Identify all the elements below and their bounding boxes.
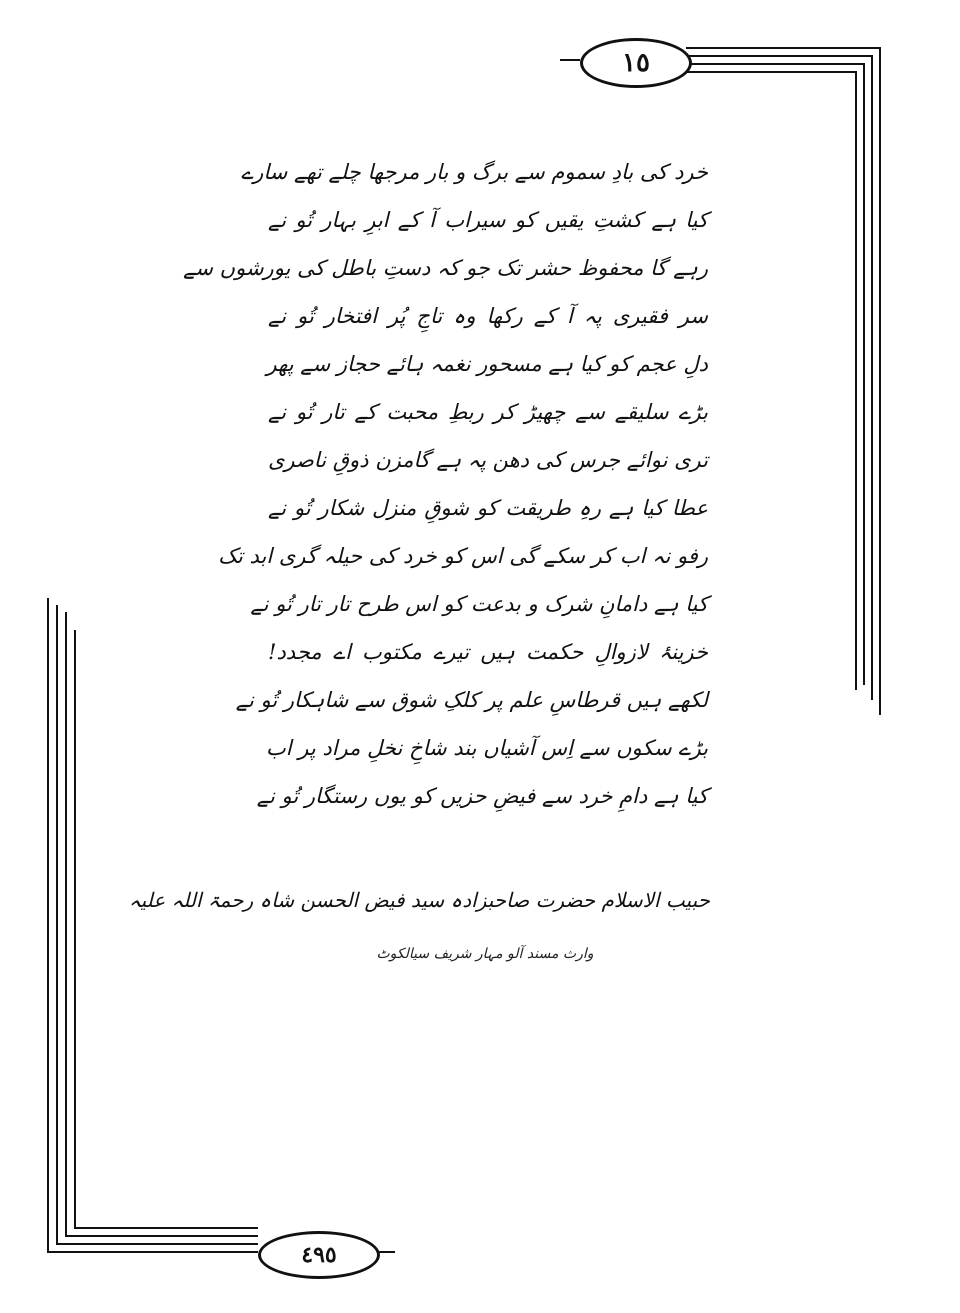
bottom-page-number-badge xyxy=(258,1231,380,1279)
poem-line: سر فقیری پہ آ کے رکھا وہ تاجِ پُر افتخار تُو نے xyxy=(268,304,708,328)
poem-line: کیا ہے کشتِ یقیں کو سیراب آ کے ابرِ بہار تُو نے xyxy=(268,208,708,232)
poem-line: خزینۂ لازوالِ حکمت ہیں تیرے مکتوب اے مجدد! xyxy=(268,640,708,664)
bottom-left-border-line-inner xyxy=(66,612,258,1236)
poem-line: بڑے سکوں سے اِس آشیاں بند شاخِ نخلِ مراد پر اب xyxy=(265,736,708,760)
poem-line: دلِ عجم کو کیا ہے مسحور نغمہ ہائے حجاز سے پھر xyxy=(266,352,708,376)
poem-line: رفو نہ اب کر سکے گی اس کو خرد کی حیلہ گری ابد تک xyxy=(218,544,708,568)
top-right-border-line-inner xyxy=(686,64,864,685)
poem-line: کیا ہے دامانِ شرک و بدعت کو اس طرح تار تار تُو نے xyxy=(250,592,708,616)
poem-line: رہے گا محفوظ حشر تک جو کہ دستِ باطل کی یورشوں سے xyxy=(183,256,708,280)
top-page-number-badge xyxy=(580,38,692,88)
poem-line: عطا کیا ہے رہِ طریقت کو شوقِ منزل شکار تُو نے xyxy=(268,496,708,520)
poem-line: بڑے سلیقے سے چھیڑ کر ربطِ محبت کے تار تُو نے xyxy=(268,400,708,424)
top-right-border-line-middle xyxy=(686,56,872,700)
top-right-border-line-outer xyxy=(686,48,880,715)
poem-line: لکھے ہیں قرطاسِ علم پر کلکِ شوق سے شاہکار تُو نے xyxy=(235,688,708,712)
bottom-left-border-line-outer xyxy=(48,598,258,1252)
bottom-page-number: ٤٩٥ xyxy=(301,1242,337,1268)
author-attribution: حبیب الاسلام حضرت صاحبزادہ سید فیض الحسن شاہ رحمۃ اللہ علیہ xyxy=(128,888,710,912)
poem-line: کیا ہے دامِ خرد سے فیضِ حزیں کو یوں رستگار تُو نے xyxy=(256,784,708,808)
poem-line: خرد کی بادِ سموم سے برگ و بار مرجھا چلے تھے سارے xyxy=(240,160,708,184)
bottom-left-border-line-middle xyxy=(57,605,258,1244)
top-page-number: ١٥ xyxy=(622,48,650,78)
poem-line: تری نوائے جرس کی دھن پہ ہے گامزن ذوقِ ناصری xyxy=(267,448,708,472)
author-address: وارث مسند آلو مہار شریف سیالکوٹ xyxy=(376,946,594,962)
poem-verses xyxy=(183,148,708,820)
